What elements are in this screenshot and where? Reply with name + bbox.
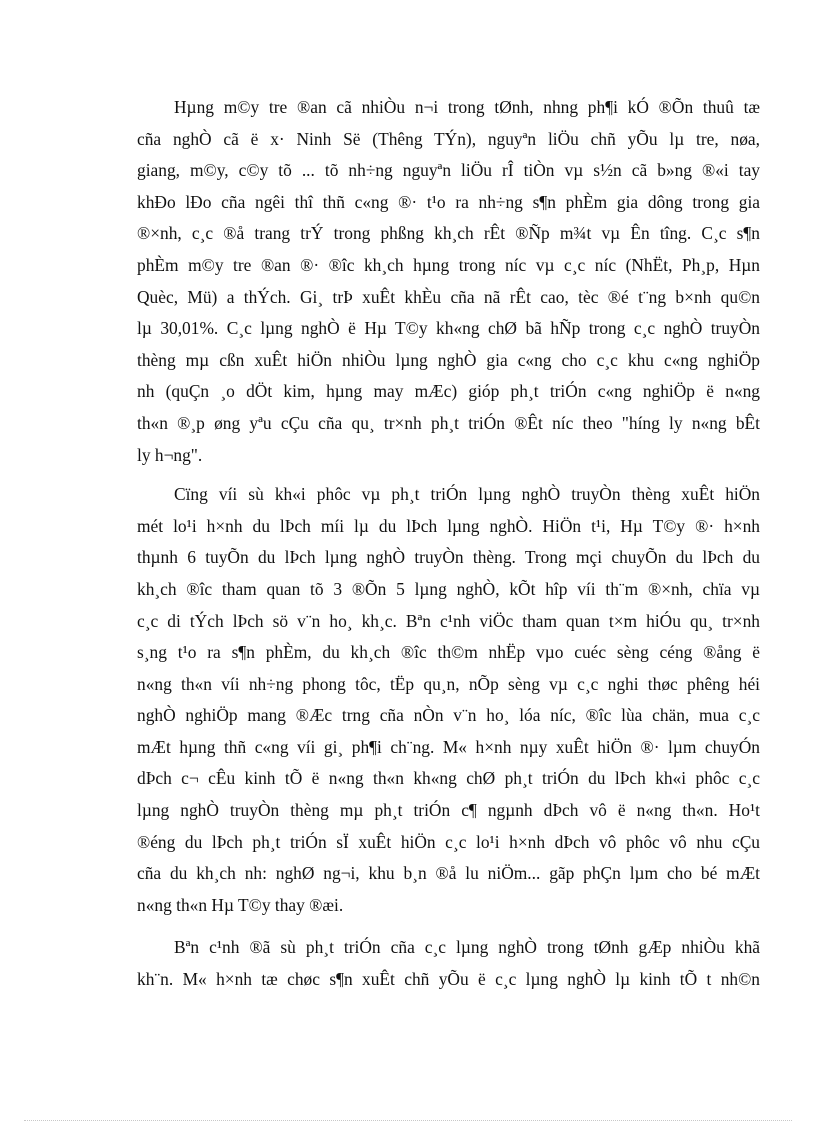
text-line: thèng mµ cßn xuÊt hiÖn nhiÒu lµng nghÒ gia c«ng cho c¸c khu c«ng nghiÖp <box>137 349 760 370</box>
text-line: kh¸ch ®îc tham quan tõ 3 ®Õn 5 lµng nghÒ, kÕt hîp víi th¨m ®×nh, chïa vµ <box>137 578 760 599</box>
text-line: dÞch c¬ cÊu kinh tÕ ë n«ng th«n kh«ng chØ ph¸t triÓn du lÞch kh«i phôc c¸c <box>137 768 760 789</box>
text-line: Cïng víi sù kh«i phôc vµ ph¸t triÓn lµng nghÒ truyÒn thèng xuÊt hiÖn <box>174 484 760 505</box>
paragraph-1 <box>137 92 760 471</box>
text-line: cña du kh¸ch nh: nghØ ng¬i, khu b¸n ®å lu niÖm... gãp phÇn lµm cho bé mÆt <box>137 863 760 884</box>
text-line: lµ 30,01%. C¸c lµng nghÒ ë Hµ T©y kh«ng chØ bã hÑp trong c¸c nghÒ truyÒn <box>137 318 760 339</box>
paragraph-3 <box>137 932 760 995</box>
text-line: mét lo¹i h×nh du lÞch míi lµ du lÞch lµng nghÒ. HiÖn t¹i, Hµ T©y ®· h×nh <box>137 515 760 536</box>
text-line: ®×nh, c¸c ®å trang trÝ trong phßng kh¸ch rÊt ®Ñp m¾t vµ Ên tîng. C¸c s¶n <box>137 223 760 244</box>
text-line: ly h¬ng". <box>137 444 203 465</box>
text-line: Quèc, Mü) a thÝch. Gi¸ trÞ xuÊt khÈu cña nã rÊt cao, tèc ®é t¨ng b×nh qu©n <box>137 286 760 307</box>
text-line: n«ng th«n víi nh÷ng phong tôc, tËp qu¸n, nÕp sèng vµ c¸c nghi thøc phêng héi <box>137 673 760 694</box>
text-line: mÆt hµng thñ c«ng víi gi¸ ph¶i ch¨ng. M« h×nh nµy xuÊt hiÖn ®· lµm chuyÓn <box>137 736 760 757</box>
text-line: kh¨n. M« h×nh tæ chøc s¶n xuÊt chñ yÕu ë c¸c lµng nghÒ lµ kinh tÕ t nh©n <box>137 969 760 990</box>
text-line: n«ng th«n Hµ T©y thay ®æi. <box>137 894 344 915</box>
text-line: khÐo lÐo cña ngêi thî thñ c«ng ®· t¹o ra nh÷ng s¶n phÈm gia dông trong gia <box>137 191 760 212</box>
text-line: s¸ng t¹o ra s¶n phÈm, du kh¸ch ®îc th©m nhËp vµo cuéc sèng céng ®ång ë <box>137 642 760 663</box>
text-line: th«n ®¸p øng yªu cÇu cña qu¸ tr×nh ph¸t triÓn ®Êt níc theo "híng ly n«ng bÊt <box>137 412 760 433</box>
text-line: nh (quÇn ¸o dÖt kim, hµng may mÆc) gióp ph¸t triÓn c«ng nghiÖp ë n«ng <box>137 381 760 402</box>
text-line: nghÒ nghiÖp mang ®Æc trng cña nÒn v¨n ho¸ lóa níc, ®îc lùa chän, mua c¸c <box>137 705 760 726</box>
text-line: lµng nghÒ truyÒn thèng mµ ph¸t triÓn c¶ ngµnh dÞch vô ë n«ng th«n. Ho¹t <box>137 800 760 821</box>
text-line: Hµng m©y tre ®an cã nhiÒu n¬i trong tØnh, nhng ph¶i kÓ ®Õn thuû tæ <box>174 97 760 117</box>
text-line: phÈm m©y tre ®an ®· ®îc kh¸ch hµng trong níc vµ c¸c níc (NhËt, Ph¸p, Hµn <box>137 254 760 275</box>
document-body <box>137 92 760 996</box>
text-line: Bªn c¹nh ®ã sù ph¸t triÓn cña c¸c lµng nghÒ trong tØnh gÆp nhiÒu khã <box>174 937 760 958</box>
text-line: cña nghÒ cã ë x· Ninh Së (Thêng TÝn), nguyªn liÖu chñ yÕu lµ tre, nøa, <box>137 128 760 149</box>
paragraph-2 <box>137 479 760 921</box>
text-line: ®éng du lÞch ph¸t triÓn sÏ xuÊt hiÖn c¸c lo¹i h×nh dÞch vô phôc vô nhu cÇu <box>137 831 760 852</box>
text-line: c¸c di tÝch lÞch sö v¨n ho¸ kh¸c. Bªn c¹nh viÖc tham quan t×m hiÓu qu¸ tr×nh <box>137 610 760 631</box>
text-line: thµnh 6 tuyÕn du lÞch lµng nghÒ truyÒn thèng. Trong mçi chuyÕn du lÞch du <box>137 547 760 568</box>
text-line: giang, m©y, c©y tõ ... tõ nh÷ng nguyªn liÖu rÎ tiÒn vµ s½n cã b»ng ®«i tay <box>137 160 760 181</box>
page-bottom-border <box>24 1120 792 1121</box>
